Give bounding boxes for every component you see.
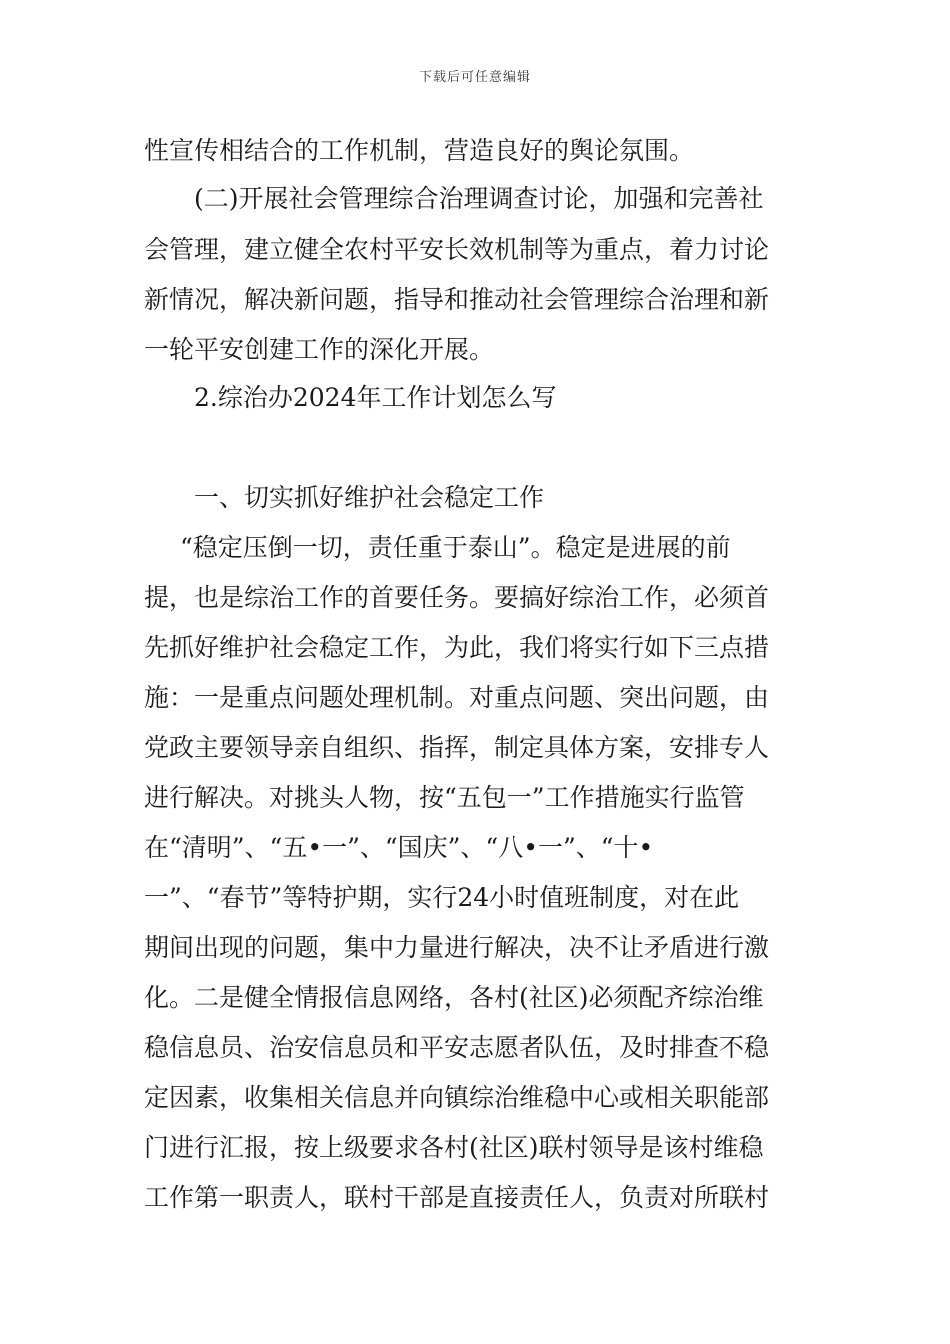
text-line: “稳定压倒一切，责任重于泰山”。稳定是进展的前 (180, 533, 731, 562)
text-line: (二)开展社会管理综合治理调查讨论，加强和完善社 (194, 184, 764, 213)
text-line: 进行解决。对挑头人物，按“五包一”工作措施实行监管 (144, 783, 745, 812)
text-line: 新情况，解决新问题，指导和推动社会管理综合治理和新 (144, 285, 770, 314)
text-line: 一”、“春节”等特护期，实行24小时值班制度，对在此 (144, 883, 740, 912)
text-line: 定因素，收集相关信息并向镇综治维稳中心或相关职能部 (144, 1083, 770, 1112)
text-line: 党政主要领导亲自组织、指挥，制定具体方案，安排专人 (144, 733, 770, 762)
text-line: 化。二是健全情报信息网络，各村(社区)必须配齐综治维 (144, 983, 764, 1012)
page-header-note: 下载后可任意编辑 (418, 70, 531, 85)
text-line: 在“清明”、“五•一”、“国庆”、“八•一”、“十• (144, 833, 654, 862)
text-line: 性宣传相结合的工作机制，营造良好的舆论氛围。 (144, 136, 695, 165)
text-line: 稳信息员、治安信息员和平安志愿者队伍，及时排查不稳 (144, 1033, 770, 1062)
section-heading: 2.综治办2024年工作计划怎么写 (194, 383, 557, 412)
text-line: 会管理，建立健全农村平安长效机制等为重点，着力讨论 (144, 235, 770, 264)
text-line: 施：一是重点问题处理机制。对重点问题、突出问题，由 (144, 683, 770, 712)
section-heading: 一、切实抓好维护社会稳定工作 (194, 483, 545, 512)
text-line: 一轮平安创建工作的深化开展。 (144, 335, 495, 364)
text-line: 门进行汇报，按上级要求各村(社区)联村领导是该村维稳 (144, 1133, 764, 1162)
text-line: 提，也是综治工作的首要任务。要搞好综治工作，必须首 (144, 583, 770, 612)
text-line: 期间出现的问题，集中力量进行解决，决不让矛盾进行激 (144, 933, 770, 962)
text-line: 先抓好维护社会稳定工作，为此，我们将实行如下三点措 (144, 633, 770, 662)
text-line: 工作第一职责人，联村干部是直接责任人，负责对所联村 (144, 1183, 770, 1212)
